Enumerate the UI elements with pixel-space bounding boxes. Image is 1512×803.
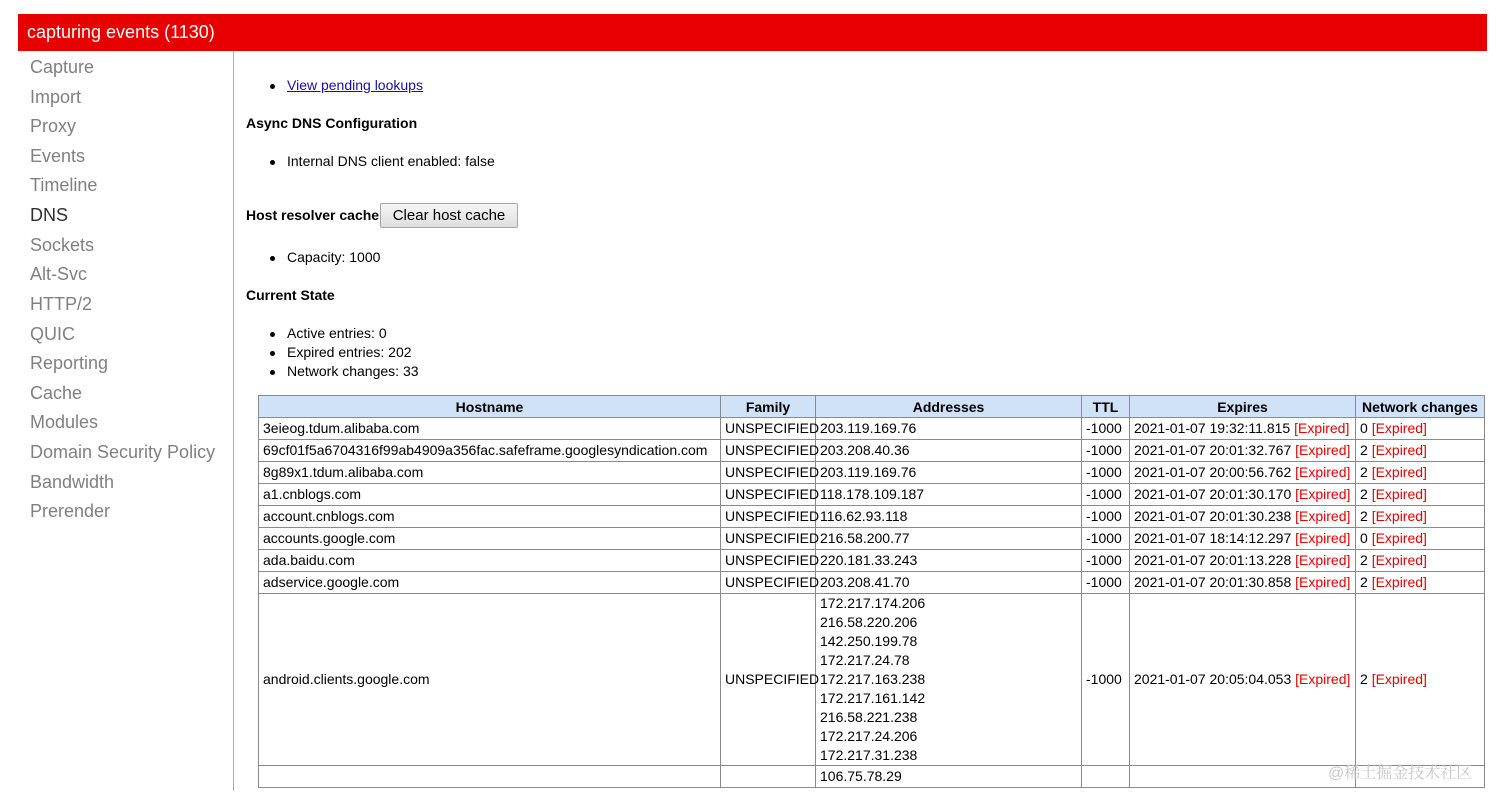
ttl-cell-text: -1000 <box>1086 552 1122 568</box>
column-header-network-changes: Network changes <box>1356 396 1485 418</box>
host-cache-table <box>258 395 1485 788</box>
table-header-row <box>259 396 1485 418</box>
pending-lookups-item <box>287 77 423 93</box>
address-value: 106.75.78.29 <box>820 768 902 784</box>
column-header-expires: Expires <box>1130 396 1356 418</box>
ttl-cell <box>1082 506 1130 528</box>
network-changes-cell <box>1356 506 1485 528</box>
hostname-cell <box>259 528 721 550</box>
expired-badge: [Expired] <box>1295 671 1351 687</box>
expires-cell-text: 2021-01-07 20:01:30.238 <box>1134 508 1292 524</box>
family-cell <box>721 594 820 766</box>
hostname-cell <box>259 550 721 572</box>
network-changes-cell-text: 2 <box>1360 486 1368 502</box>
network-changes-item: Network changes: 33 <box>287 363 419 379</box>
network-changes-cell <box>1356 462 1485 484</box>
ttl-cell-text: -1000 <box>1086 486 1122 502</box>
address-value: 142.250.199.78 <box>820 633 918 649</box>
column-header-ttl: TTL <box>1082 396 1130 418</box>
family-cell <box>721 506 820 528</box>
network-changes-cell-text: 2 <box>1360 442 1368 458</box>
expires-cell <box>1130 766 1356 788</box>
ttl-cell <box>1082 528 1130 550</box>
hostname-cell-text: account.cnblogs.com <box>263 508 395 524</box>
address-value: 216.58.200.77 <box>820 530 910 546</box>
address-value: 203.119.169.76 <box>820 464 917 480</box>
expired-badge: [Expired] <box>1295 574 1351 590</box>
expired-badge: [Expired] <box>1295 464 1351 480</box>
expires-cell <box>1130 506 1356 528</box>
expired-badge: [Expired] <box>1294 420 1350 436</box>
expired-badge: [Expired] <box>1371 671 1427 687</box>
sidebar-nav <box>18 51 234 791</box>
expired-badge: [Expired] <box>1295 486 1351 502</box>
hostname-cell-text: 3eieog.tdum.alibaba.com <box>263 420 420 436</box>
ttl-cell-text: -1000 <box>1086 442 1122 458</box>
sidebar-item-alt-svc[interactable]: Alt-Svc <box>30 264 88 284</box>
hostname-cell <box>259 418 721 440</box>
address-value: 203.119.169.76 <box>820 420 917 436</box>
network-changes-cell-text: 2 <box>1360 508 1368 524</box>
view-pending-lookups-link[interactable]: View pending lookups <box>287 77 423 93</box>
expires-cell <box>1130 484 1356 506</box>
hostname-cell <box>259 594 721 766</box>
network-changes-cell <box>1356 484 1485 506</box>
expired-badge: [Expired] <box>1371 486 1427 502</box>
sidebar-item-capture[interactable]: Capture <box>30 57 95 77</box>
hostname-cell-text: 69cf01f5a6704316f99ab4909a356fac.safeframe.googlesyndication.com <box>263 442 708 458</box>
addresses-cell <box>816 462 1082 484</box>
address-value: 216.58.220.206 <box>820 614 918 630</box>
family-cell-text: UNSPECIFIED <box>725 420 820 436</box>
sidebar-item-reporting[interactable]: Reporting <box>30 353 109 373</box>
expires-cell <box>1130 550 1356 572</box>
ttl-cell <box>1082 766 1130 788</box>
network-changes-cell <box>1356 594 1485 766</box>
address-value: 216.58.221.238 <box>820 709 918 725</box>
ttl-cell-text: -1000 <box>1086 508 1122 524</box>
ttl-cell <box>1082 550 1130 572</box>
family-cell-text: UNSPECIFIED <box>725 552 820 568</box>
hostname-cell-text: accounts.google.com <box>263 530 396 546</box>
network-changes-cell-text: 2 <box>1360 574 1368 590</box>
family-cell-text: UNSPECIFIED <box>725 464 820 480</box>
expires-cell-text: 2021-01-07 20:01:30.858 <box>1134 574 1292 590</box>
family-cell <box>721 484 820 506</box>
expires-cell <box>1130 572 1356 594</box>
family-cell-text: UNSPECIFIED <box>725 530 820 546</box>
sidebar-item-sockets[interactable]: Sockets <box>30 235 95 255</box>
table-row <box>259 462 1485 484</box>
addresses-cell <box>816 528 1082 550</box>
network-changes-cell-text: 2 <box>1360 464 1368 480</box>
expired-badge: [Expired] <box>1371 508 1427 524</box>
family-cell <box>721 528 820 550</box>
family-cell <box>721 418 820 440</box>
ttl-cell <box>1082 462 1130 484</box>
network-changes-cell <box>1356 440 1485 462</box>
capacity-item: Capacity: 1000 <box>287 249 381 265</box>
table-row <box>259 572 1485 594</box>
hostname-cell-text: a1.cnblogs.com <box>263 486 362 502</box>
capture-status-bar <box>18 14 1487 51</box>
family-cell <box>721 572 820 594</box>
hostname-cell-text: android.clients.google.com <box>263 671 430 687</box>
table-row <box>259 528 1485 550</box>
table-row <box>259 766 1485 788</box>
active-entries-item: Active entries: 0 <box>287 325 387 341</box>
expired-badge: [Expired] <box>1295 508 1351 524</box>
expired-badge: [Expired] <box>1371 574 1427 590</box>
table-row <box>259 550 1485 572</box>
sidebar-item-cache[interactable]: Cache <box>30 383 83 403</box>
expired-entries-item: Expired entries: 202 <box>287 344 412 360</box>
hostname-cell <box>259 440 721 462</box>
sidebar-item-import[interactable]: Import <box>30 87 82 107</box>
address-value: 203.208.41.70 <box>820 574 910 590</box>
sidebar-item-prerender[interactable]: Prerender <box>30 501 111 521</box>
expires-cell <box>1130 594 1356 766</box>
network-changes-cell <box>1356 572 1485 594</box>
ttl-cell-text: -1000 <box>1086 420 1122 436</box>
family-cell-text: UNSPECIFIED <box>725 671 820 687</box>
sidebar-item-modules[interactable]: Modules <box>30 412 99 432</box>
expires-cell-text: 2021-01-07 20:01:30.170 <box>1134 486 1292 502</box>
addresses-cell <box>816 440 1082 462</box>
expired-badge: [Expired] <box>1371 420 1427 436</box>
host-resolver-cache-heading: Host resolver cache <box>246 207 380 223</box>
address-value: 203.208.40.36 <box>820 442 910 458</box>
expired-badge: [Expired] <box>1371 552 1427 568</box>
family-cell <box>721 440 820 462</box>
address-value: 220.181.33.243 <box>820 552 918 568</box>
column-header-addresses: Addresses <box>816 396 1082 418</box>
ttl-cell <box>1082 418 1130 440</box>
hostname-cell-text: 8g89x1.tdum.alibaba.com <box>263 464 424 480</box>
capture-status-text: capturing events (1130) <box>27 22 215 42</box>
address-value: 116.62.93.118 <box>820 508 908 524</box>
address-value: 118.178.109.187 <box>820 486 925 502</box>
network-changes-cell-text: 0 <box>1360 420 1368 436</box>
column-header-family: Family <box>721 396 816 418</box>
sidebar-item-http2[interactable]: HTTP/2 <box>30 294 93 314</box>
family-cell-text: UNSPECIFIED <box>725 508 820 524</box>
expires-cell-text: 2021-01-07 18:14:12.297 <box>1134 530 1292 546</box>
expired-badge: [Expired] <box>1295 442 1351 458</box>
expired-badge: [Expired] <box>1295 530 1351 546</box>
sidebar-item-events[interactable]: Events <box>30 146 86 166</box>
addresses-cell <box>816 484 1082 506</box>
column-header-hostname: Hostname <box>259 396 721 418</box>
addresses-cell <box>816 594 1082 766</box>
address-value: 172.217.163.238 <box>820 671 926 687</box>
ttl-cell <box>1082 594 1130 766</box>
table-row <box>259 418 1485 440</box>
hostname-cell <box>259 462 721 484</box>
table-body <box>259 418 1485 788</box>
expires-cell-text: 2021-01-07 20:01:32.767 <box>1134 442 1292 458</box>
ttl-cell <box>1082 440 1130 462</box>
ttl-cell-text: -1000 <box>1086 530 1122 546</box>
address-value: 172.217.31.238 <box>820 747 918 763</box>
table-row <box>259 484 1485 506</box>
family-cell-text: UNSPECIFIED <box>725 442 820 458</box>
network-changes-cell-text: 0 <box>1360 530 1368 546</box>
address-value: 172.217.174.206 <box>820 595 926 611</box>
internal-dns-status: Internal DNS client enabled: false <box>287 153 495 169</box>
family-cell-text: UNSPECIFIED <box>725 574 820 590</box>
addresses-cell <box>816 506 1082 528</box>
network-changes-cell <box>1356 418 1485 440</box>
ttl-cell <box>1082 484 1130 506</box>
hostname-cell-text: ada.baidu.com <box>263 552 355 568</box>
watermark: @稀土掘金技术社区 <box>1328 765 1473 782</box>
expires-cell-text: 2021-01-07 19:32:11.815 <box>1134 420 1291 436</box>
address-value: 172.217.161.142 <box>820 690 926 706</box>
expires-cell <box>1130 440 1356 462</box>
ttl-cell-text: -1000 <box>1086 464 1122 480</box>
family-cell-text: UNSPECIFIED <box>725 486 820 502</box>
expired-badge: [Expired] <box>1371 442 1427 458</box>
network-changes-cell <box>1356 550 1485 572</box>
table-row <box>259 506 1485 528</box>
table-row <box>259 594 1485 766</box>
addresses-cell <box>816 766 1082 788</box>
ttl-cell-text: -1000 <box>1086 574 1122 590</box>
sidebar-item-bandwidth[interactable]: Bandwidth <box>30 472 115 492</box>
sidebar-item-timeline[interactable]: Timeline <box>30 175 98 195</box>
expires-cell-text: 2021-01-07 20:05:04.053 <box>1134 671 1292 687</box>
sidebar-item-proxy[interactable]: Proxy <box>30 116 77 136</box>
expires-cell-text: 2021-01-07 20:01:13.228 <box>1134 552 1292 568</box>
dns-panel <box>235 51 1490 791</box>
address-value: 172.217.24.206 <box>820 728 918 744</box>
network-changes-cell-text: 2 <box>1360 552 1368 568</box>
addresses-cell <box>816 572 1082 594</box>
ttl-cell-text: -1000 <box>1086 671 1122 687</box>
network-changes-cell-text: 2 <box>1360 671 1368 687</box>
table-row <box>259 440 1485 462</box>
family-cell <box>721 550 820 572</box>
network-changes-cell <box>1356 528 1485 550</box>
sidebar-item-domain-security-policy[interactable]: Domain Security Policy <box>30 442 216 462</box>
hostname-cell-text: adservice.google.com <box>263 574 400 590</box>
hostname-cell <box>259 766 721 788</box>
current-state-heading: Current State <box>246 287 335 303</box>
addresses-cell <box>816 418 1082 440</box>
address-value: 172.217.24.78 <box>820 652 910 668</box>
hostname-cell <box>259 484 721 506</box>
async-dns-heading: Async DNS Configuration <box>246 115 418 131</box>
ttl-cell <box>1082 572 1130 594</box>
expires-cell <box>1130 528 1356 550</box>
sidebar-item-quic[interactable]: QUIC <box>30 324 75 344</box>
expires-cell <box>1130 418 1356 440</box>
addresses-cell <box>816 550 1082 572</box>
expired-badge: [Expired] <box>1371 464 1427 480</box>
expires-cell-text: 2021-01-07 20:00:56.762 <box>1134 464 1292 480</box>
expired-badge: [Expired] <box>1371 530 1427 546</box>
hostname-cell <box>259 572 721 594</box>
hostname-cell <box>259 506 721 528</box>
sidebar-item-dns[interactable]: DNS <box>30 205 69 225</box>
clear-host-cache-button[interactable]: Clear host cache <box>380 203 518 228</box>
family-cell <box>721 766 816 788</box>
family-cell <box>721 462 820 484</box>
expires-cell <box>1130 462 1356 484</box>
expired-badge: [Expired] <box>1295 552 1351 568</box>
